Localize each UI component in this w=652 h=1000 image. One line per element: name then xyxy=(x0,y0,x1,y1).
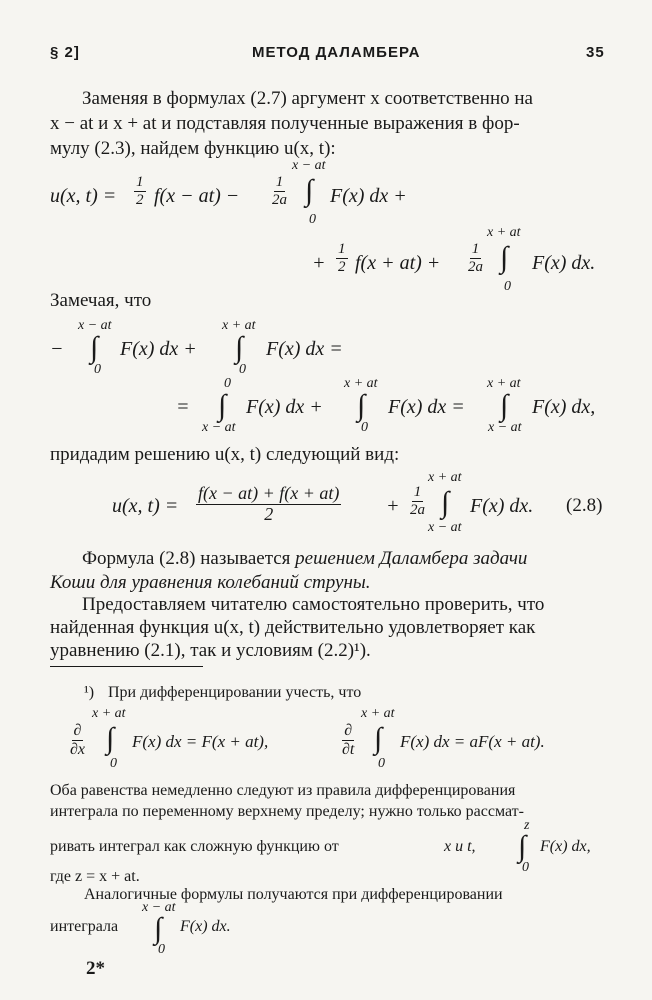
intro-line-3: мулу (2.3), найдем функцию u(x, t): xyxy=(50,138,336,159)
eq2-lim: x − at xyxy=(202,420,236,435)
eq2-lim: x + at xyxy=(487,376,521,391)
running-title: МЕТОД ДАЛАМБЕРА xyxy=(252,44,421,61)
integral-sign-icon: ∫ xyxy=(518,830,527,863)
eq3-term: F(x) dx. xyxy=(470,495,534,517)
integral-sign-icon: ∫ xyxy=(441,486,450,519)
formula-line-2: Коши для уравнения колебаний струны. xyxy=(50,572,371,593)
integral-sign-icon: ∫ xyxy=(305,174,314,207)
footnote-para-5: Аналогичные формулы получаются при дифференцировании xyxy=(84,886,503,903)
eq2-lim: x − at xyxy=(78,318,112,333)
footnote-rule xyxy=(50,666,203,667)
eq2-minus: − xyxy=(50,338,64,360)
footnote-para-1: Оба равенства немедленно следуют из правила дифференцирования xyxy=(50,782,516,799)
eq2-term-3: F(x) dx + xyxy=(246,396,323,418)
eq2-term-4: F(x) dx = xyxy=(388,396,465,418)
footnote-mark: ¹) xyxy=(84,684,95,701)
eq2-term-5: F(x) dx, xyxy=(532,396,596,418)
intro-line-2: x − at и x + at и подставляя полученные выражения в фор- xyxy=(50,113,520,134)
fn-formula-1: F(x) dx = F(x + at), xyxy=(132,732,269,751)
intro-line-1: Заменяя в формулах (2.7) аргумент x соответственно на xyxy=(82,88,533,109)
footnote-line-1: При дифференцировании учесть, что xyxy=(108,684,362,701)
eq1-upper-limit: x − at xyxy=(292,158,326,173)
formula-line-1: Формула (2.8) называется решением Даламбера задачи xyxy=(82,548,528,569)
fn-lim-0: 0 xyxy=(158,942,165,957)
eq1-term-1: f(x − at) − xyxy=(154,185,240,207)
fn-lim-z: z xyxy=(524,818,530,833)
integral-sign-icon: ∫ xyxy=(218,389,227,422)
give-text: придадим решению u(x, t) следующий вид: xyxy=(50,444,400,465)
footnote-vars: x и t, xyxy=(444,838,476,855)
integral-sign-icon: ∫ xyxy=(374,722,383,755)
fn-lower-limit: 0 xyxy=(110,756,117,771)
fn-formula-2: F(x) dx = aF(x + at). xyxy=(400,732,545,751)
eq1-term-2: F(x) dx + xyxy=(330,185,407,207)
eq3-lower-limit: x − at xyxy=(428,520,462,535)
eq3-upper-limit: x + at xyxy=(428,470,462,485)
eq1-frac-2: $\frac{1}{2a}$ xyxy=(272,174,287,208)
fn-upper-limit: x + at xyxy=(361,706,395,721)
fn-lim-xmat: x − at xyxy=(142,900,176,915)
eq2-lim: 0 xyxy=(239,362,246,377)
footnote-para-6: интеграла xyxy=(50,918,119,935)
integral-sign-icon: ∫ xyxy=(154,912,163,945)
footnote-para-4: где z = x + at. xyxy=(50,868,140,885)
signature-mark: 2* xyxy=(86,958,105,979)
partial-t-frac: $\frac{\partial}{\partial t}$ xyxy=(342,722,355,758)
footnote-para-3: ривать интеграл как сложную функцию от xyxy=(50,838,339,855)
eq2-lim: 0 xyxy=(94,362,101,377)
eq2-term-1: F(x) dx + xyxy=(120,338,197,360)
integral-sign-icon: ∫ xyxy=(90,331,99,364)
eq2-lim: x + at xyxy=(222,318,256,333)
integral-sign-icon: ∫ xyxy=(500,389,509,422)
footnote-para-2: интеграла по переменному верхнему пределу; нужно только рассмат- xyxy=(50,803,524,820)
fn-lim-0: 0 xyxy=(522,860,529,875)
verify-line-2: найденная функция u(x, t) действительно удовлетворяет как xyxy=(50,617,536,638)
fn-upper-limit: x + at xyxy=(92,706,126,721)
eq3-fraction: $\frac{f(x - at) + f(x + at)}{2}$ xyxy=(198,483,340,524)
footnote-integral-final: F(x) dx. xyxy=(180,918,231,935)
section-marker: § 2] xyxy=(50,44,80,61)
eq3-frac-2: $\frac{1}{2a}$ xyxy=(410,484,425,518)
eq1-lower-limit: 0 xyxy=(309,212,316,227)
partial-x-frac: $\frac{\partial}{\partial x}$ xyxy=(70,722,86,758)
integral-sign-icon: ∫ xyxy=(500,241,509,274)
eq1-term-3: f(x + at) + xyxy=(355,252,441,274)
fn-lower-limit: 0 xyxy=(378,756,385,771)
eq1-upper-limit-2: x + at xyxy=(487,225,521,240)
eq1-lower-limit-2: 0 xyxy=(504,279,511,294)
footnote-integral-z: F(x) dx, xyxy=(540,838,591,855)
eq2-lim: x − at xyxy=(488,420,522,435)
integral-sign-icon: ∫ xyxy=(357,389,366,422)
eq1-lhs: u(x, t) = xyxy=(50,185,117,207)
eq2-lim: 0 xyxy=(224,376,231,391)
eq2-lim: x + at xyxy=(344,376,378,391)
eq3-plus: + xyxy=(386,495,400,517)
eq1-term-4: F(x) dx. xyxy=(532,252,596,274)
eq1-frac-1: $\frac{1}{2}$ xyxy=(136,174,144,208)
formula-name-italic: решением Даламбера задачи xyxy=(295,548,528,569)
eq1-frac-4: $\frac{1}{2a}$ xyxy=(468,241,483,275)
page-number: 35 xyxy=(586,44,605,61)
verify-line-3: уравнению (2.1), так и условиям (2.2)¹). xyxy=(50,640,371,661)
remark-text: Замечая, что xyxy=(50,290,152,311)
eq3-lhs: u(x, t) = xyxy=(112,495,179,517)
eq1-plus: + xyxy=(312,252,326,274)
integral-sign-icon: ∫ xyxy=(106,722,115,755)
eq2-term-2: F(x) dx = xyxy=(266,338,343,360)
eq2-lim: 0 xyxy=(361,420,368,435)
integral-sign-icon: ∫ xyxy=(235,331,244,364)
eq2-eq: = xyxy=(176,396,190,418)
verify-line-1: Предоставляем читателю самостоятельно проверить, что xyxy=(82,594,545,615)
eq1-frac-3: $\frac{1}{2}$ xyxy=(338,241,346,275)
eq3-label: (2.8) xyxy=(566,495,603,516)
